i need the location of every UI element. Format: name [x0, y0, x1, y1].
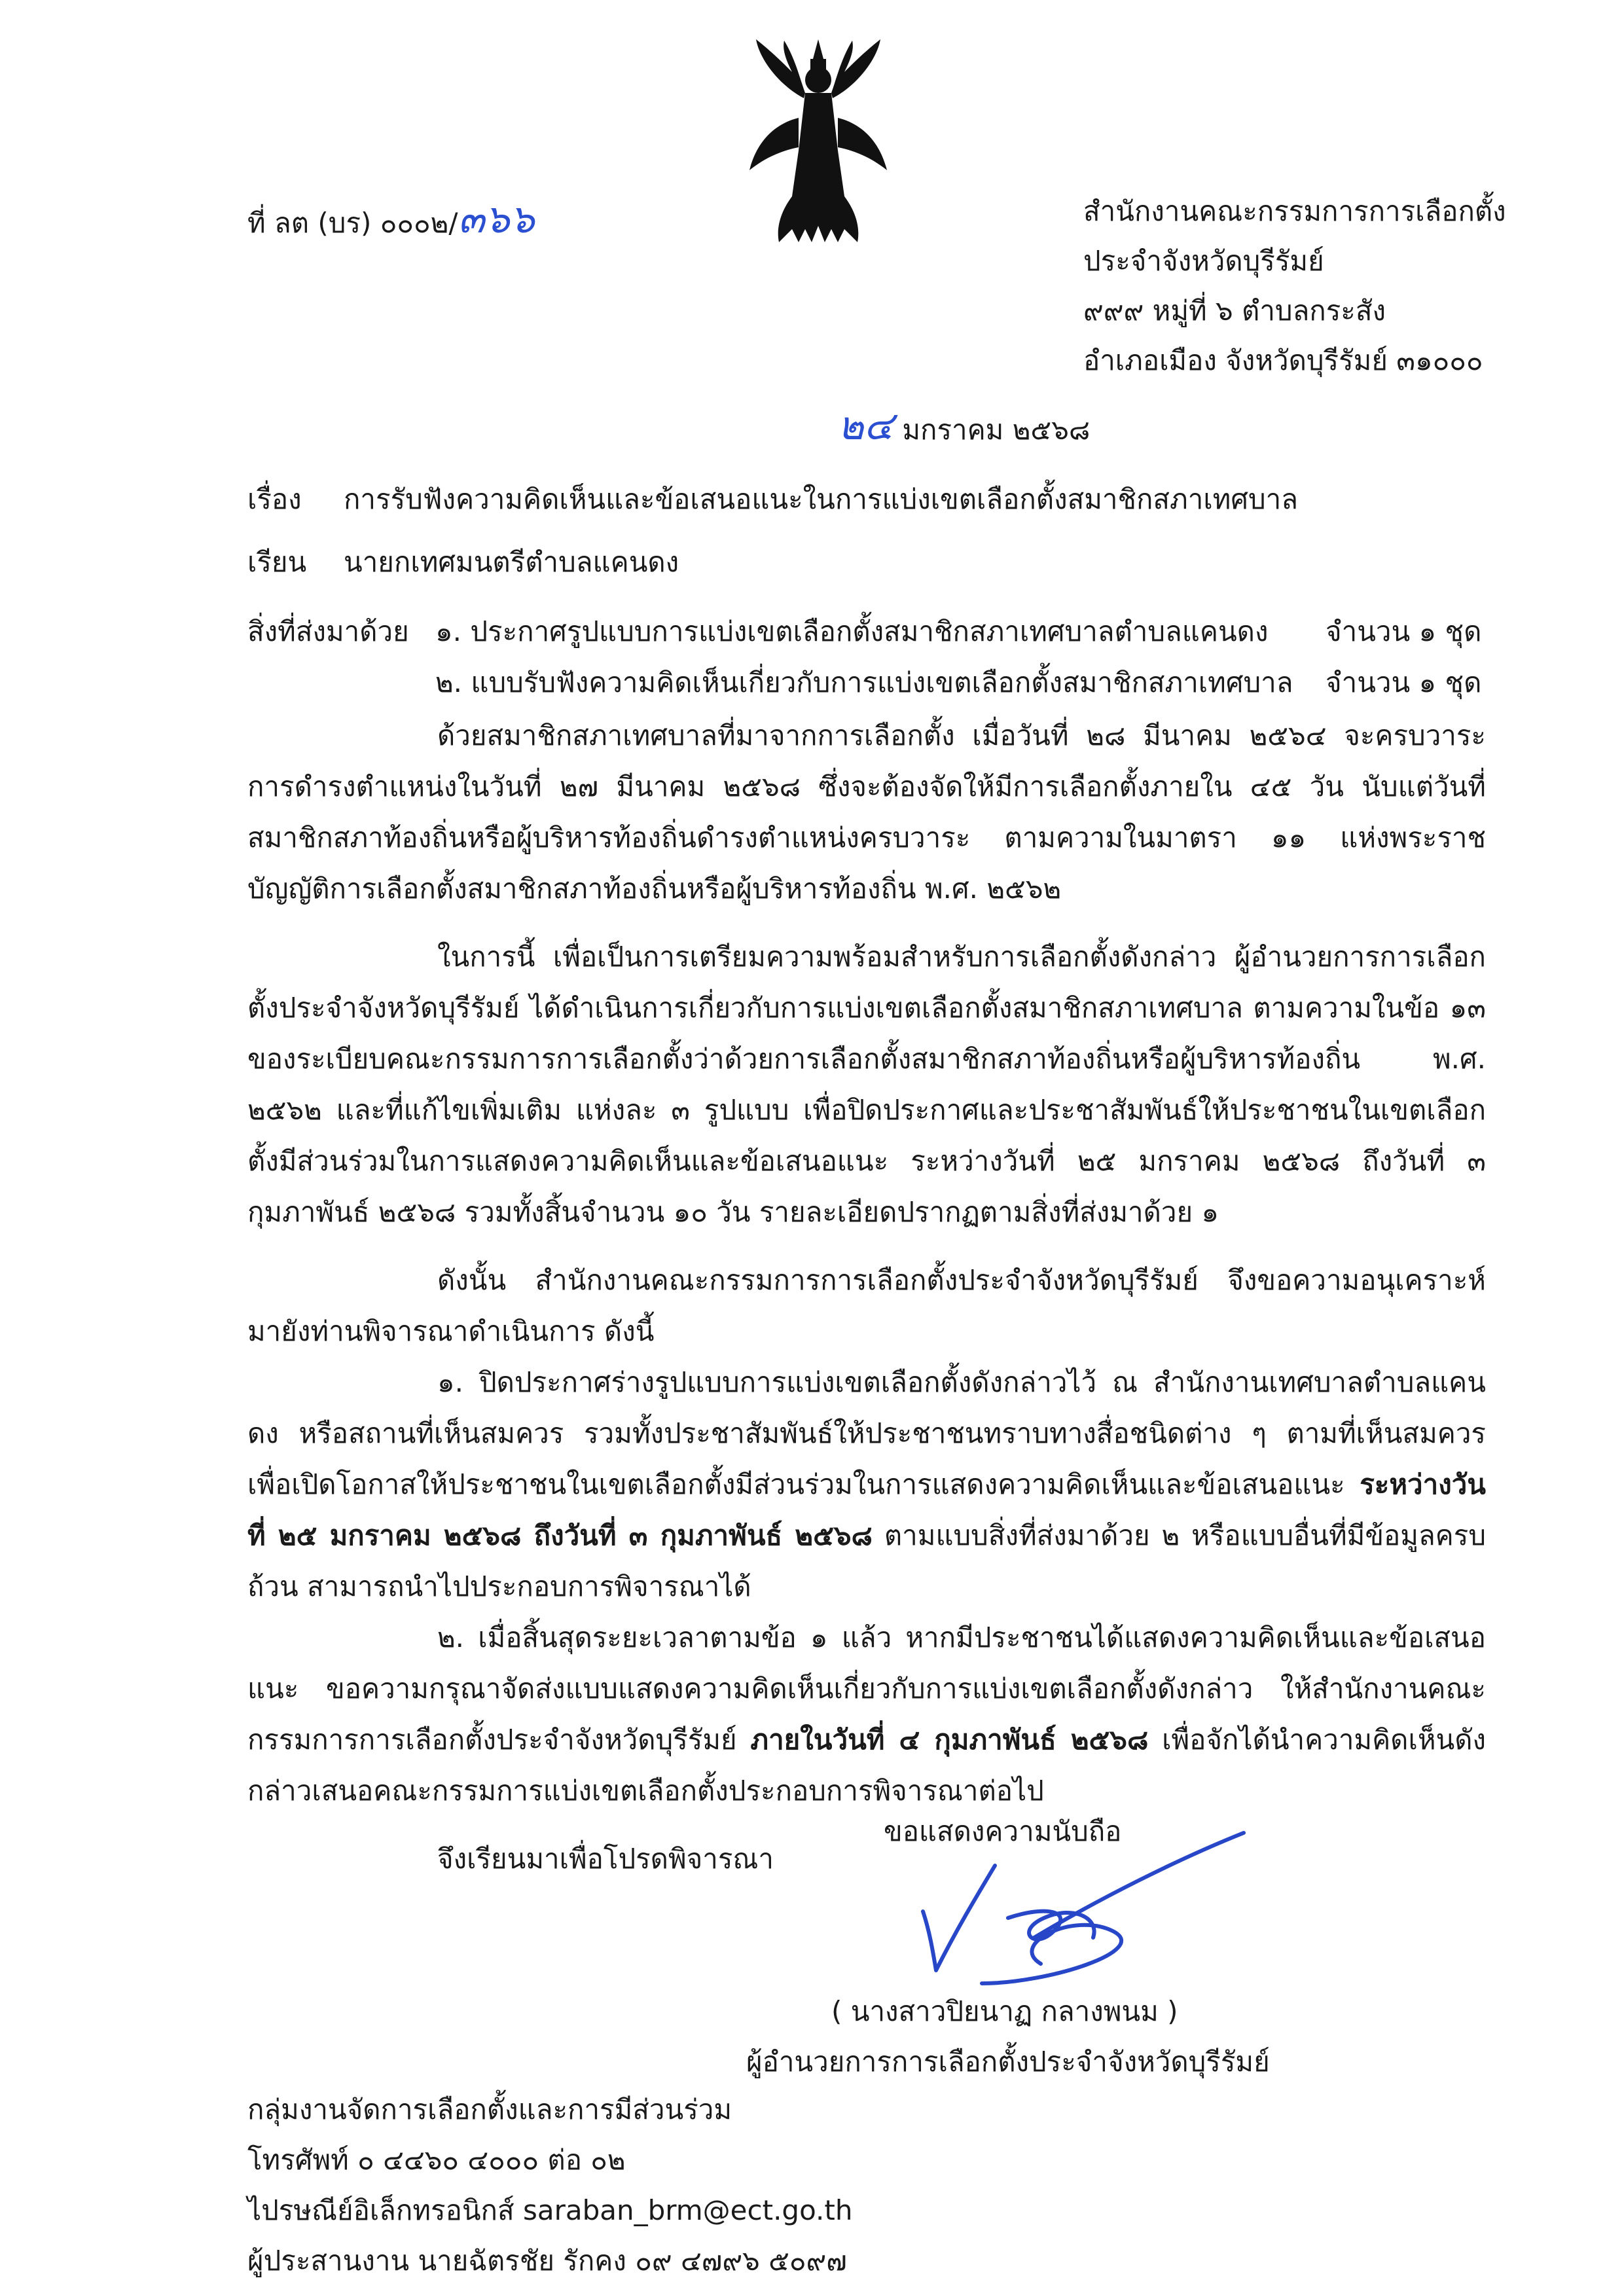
office-line-4: อำเภอเมือง จังหวัดบุรีรัมย์ ๓๑๐๐๐ — [1083, 344, 1483, 376]
date-day-handwritten: ๒๔ — [838, 403, 893, 449]
action-item-2-text: ๒. เมื่อสิ้นสุดระยะเวลาตามข้อ ๑ แล้ว หากมีประชาชนได้แสดงความคิดเห็นและข้อเสนอแนะ ขอความกรุณาจัดส่งแบบแสดงความคิดเห็นเกี่ยวกับการแบ่งเขตเลือกตั้งดังกล่าว ให้สำนักงานคณะกรรมการการเลือกตั้งประจำจังหวัดบุรีรัมย์ — [247, 1621, 1486, 1756]
letter-body — [247, 710, 1486, 1885]
action-item-1-rest: ตามแบบสิ่งที่ส่งมาด้วย ๒ หรือแบบอื่นที่มีข้อมูลครบถ้วน สามารถนำไปประกอบการพิจารณาได้ — [247, 1519, 1486, 1602]
garuda-emblem-icon — [746, 33, 890, 249]
contact-email: ไปรษณีย์อิเล็กทรอนิกส์ saraban_brm@ect.go.th — [247, 2194, 853, 2226]
letter-date — [838, 405, 1090, 448]
action-item-2-rest: เพื่อจักได้นำความคิดเห็นดังกล่าวเสนอคณะกรรมการแบ่งเขตเลือกตั้งประกอบการพิจารณาต่อไป — [247, 1724, 1486, 1807]
paragraph-1: ด้วยสมาชิกสภาเทศบาลที่มาจากการเลือกตั้ง เมื่อวันที่ ๒๘ มีนาคม ๒๕๖๔ จะครบวาระการดำรงตำแหน่งในวันที่ ๒๗ มีนาคม ๒๕๖๘ ซึ่งจะต้องจัดให้มีการเลือกตั้งภายใน ๔๕ วัน นับแต่วันที่สมาชิกสภาท้องถิ่นหรือผู้บริหารท้องถิ่นดำรงตำแหน่งครบวาระ ตามความในมาตรา ๑๑ แห่งพระราชบัญญัติการเลือกตั้งสมาชิกสภาท้องถิ่นหรือผู้บริหารท้องถิ่น พ.ศ. ๒๕๖๒ — [247, 719, 1486, 905]
reference-number-handwritten: ๓๖๖ — [458, 196, 535, 242]
office-line-3: ๙๙๙ หมู่ที่ ๖ ตำบลกระสัง — [1083, 295, 1386, 327]
enclosure-qty-2: จำนวน ๑ ชุด — [1326, 666, 1482, 698]
handwritten-signature — [903, 1820, 1257, 2003]
reference-prefix: ที่ ลต (บร) ๐๐๐๒/ — [247, 207, 458, 239]
recipient-text: นายกเทศมนตรีตำบลแคนดง — [344, 546, 679, 578]
office-line-1: สำนักงานคณะกรรมการการเลือกตั้ง — [1083, 195, 1506, 227]
closing-line: จึงเรียนมาเพื่อโปรดพิจารณา — [437, 1843, 774, 1875]
reference-number — [247, 198, 535, 241]
subject-label: เรื่อง — [247, 483, 302, 515]
paragraph-2: ในการนี้ เพื่อเป็นการเตรียมความพร้อมสำหรับการเลือกตั้งดังกล่าว ผู้อำนวยการการเลือกตั้งประจำจังหวัดบุรีรัมย์ ได้ดำเนินการเกี่ยวกับการแบ่งเขตเลือกตั้งสมาชิกสภาเทศบาล ตามความในข้อ ๑๓ ของระเบียบคณะกรรมการการเลือกตั้งว่าด้วยการเลือกตั้งสมาชิกสภาท้องถิ่นหรือผู้บริหารท้องถิ่น พ.ศ. ๒๕๖๒ และที่แก้ไขเพิ่มเติม แห่งละ ๓ รูปแบบ เพื่อปิดประกาศและประชาสัมพันธ์ให้ประชาชนในเขตเลือกตั้งมีส่วนร่วมในการแสดงความคิดเห็นและข้อเสนอแนะ ระหว่างวันที่ ๒๕ มกราคม ๒๕๖๘ ถึงวันที่ ๓ กุมภาพันธ์ ๒๕๖๘ รวมทั้งสิ้นจำนวน ๑๐ วัน รายละเอียดปรากฏตามสิ่งที่ส่งมาด้วย ๑ — [247, 941, 1486, 1228]
subject-text: การรับฟังความคิดเห็นและข้อเสนอแนะในการแบ่งเขตเลือกตั้งสมาชิกสภาเทศบาล — [344, 483, 1299, 515]
action-item-1 — [247, 1357, 1486, 1612]
action-item-1-text: ๑. ปิดประกาศร่างรูปแบบการแบ่งเขตเลือกตั้งดังกล่าวไว้ ณ สำนักงานเทศบาลตำบลแคนดง หรือสถานที่เห็นสมควร รวมทั้งประชาสัมพันธ์ให้ประชาชนทราบทางสื่อชนิดต่าง ๆ ตามที่เห็นสมควร เพื่อเปิดโอกาสให้ประชาชนในเขตเลือกตั้งมีส่วนร่วมในการแสดงความคิดเห็นและข้อเสนอแนะ — [247, 1366, 1486, 1500]
action-item-2 — [247, 1612, 1486, 1816]
enclosure-item-1: ๑. ประกาศรูปแบบการแบ่งเขตเลือกตั้งสมาชิกสภาเทศบาลตำบลแคนดง — [435, 615, 1269, 647]
action-item-2-deadline: ภายในวันที่ ๔ กุมภาพันธ์ ๒๕๖๘ — [750, 1724, 1149, 1756]
office-line-2: ประจำจังหวัดบุรีรัมย์ — [1083, 245, 1324, 277]
contact-coordinator: ผู้ประสานงาน นายฉัตรชัย รักคง ๐๙ ๔๗๙๖ ๕๐๙๗ — [247, 2245, 847, 2277]
regards-text: ขอแสดงความนับถือ — [884, 1815, 1122, 1847]
enclosures-label: สิ่งที่ส่งมาด้วย — [247, 615, 409, 647]
enclosure-qty-1: จำนวน ๑ ชุด — [1326, 615, 1482, 647]
enclosure-item-2: ๒. แบบรับฟังความคิดเห็นเกี่ยวกับการแบ่งเขตเลือกตั้งสมาชิกสภาเทศบาล — [435, 666, 1293, 698]
signatory-position: ผู้อำนวยการการเลือกตั้งประจำจังหวัดบุรีรัมย์ — [746, 2046, 1270, 2078]
signatory-name: ( นางสาวปิยนาฏ กลางพนม ) — [831, 1995, 1178, 2027]
contact-phone: โทรศัพท์ ๐ ๔๔๖๐ ๔๐๐๐ ต่อ ๐๒ — [247, 2144, 626, 2176]
action-item-1-period: ระหว่างวันที่ ๒๕ มกราคม ๒๕๖๘ ถึงวันที่ ๓ กุมภาพันธ์ ๒๕๖๘ — [247, 1468, 1486, 1551]
contact-department: กลุ่มงานจัดการเลือกตั้งและการมีส่วนร่วม — [247, 2093, 732, 2125]
paragraph-3: ดังนั้น สำนักงานคณะกรรมการการเลือกตั้งประจำจังหวัดบุรีรัมย์ จึงขอความอนุเคราะห์มายังท่านพิจารณาดำเนินการ ดังนี้ — [247, 1264, 1486, 1347]
recipient-label: เรียน — [247, 546, 307, 578]
date-month-year: มกราคม ๒๕๖๘ — [902, 414, 1091, 446]
